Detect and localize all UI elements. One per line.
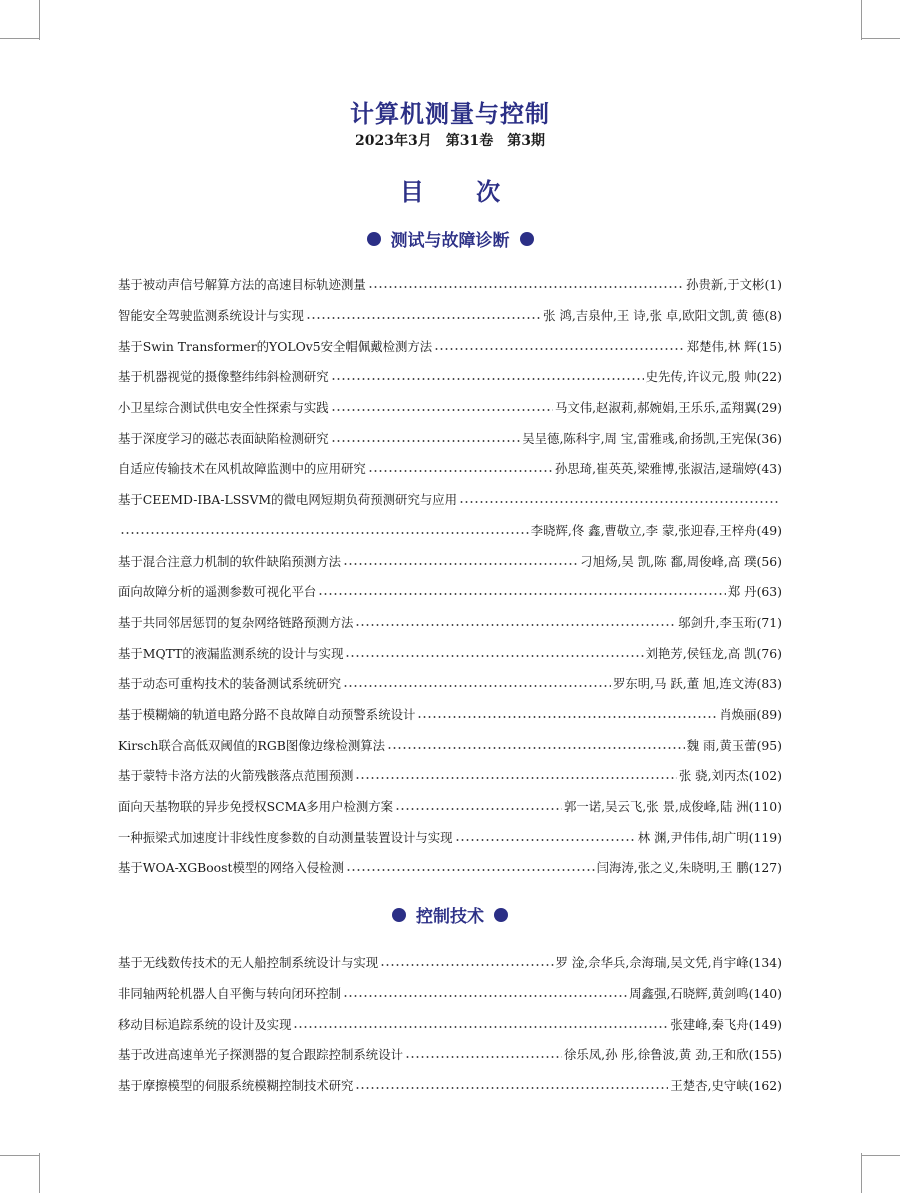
section-heading: 控制技术: [416, 907, 484, 927]
toc-entry[interactable]: [118, 852, 782, 883]
entry-authors-page: 张建峰,秦飞舟(149): [670, 1016, 782, 1032]
toc-entry[interactable]: [118, 392, 782, 423]
entry-authors-page: 郭一诺,吴云飞,张 景,成俊峰,陆 洲(110): [563, 799, 782, 815]
toc-entry[interactable]: [118, 484, 782, 515]
dot-leader: [355, 776, 676, 780]
dot-leader: [331, 408, 553, 412]
toc-entry[interactable]: [118, 668, 782, 699]
entry-title: 小卫星综合测试供电安全性探索与实践: [118, 400, 329, 416]
dot-leader: [346, 868, 595, 872]
crop-mark-top-left-h: [0, 38, 40, 39]
entry-authors-page: 闫海涛,张之义,朱晓明,王 鹏(127): [596, 860, 782, 876]
toc-entry[interactable]: [118, 607, 782, 638]
entry-authors-page: 张 鸿,吉泉仲,王 诗,张 卓,欧阳文凯,黄 德(8): [543, 308, 782, 324]
crop-mark-top-right-h: [861, 38, 900, 39]
dot-leader: [120, 531, 529, 535]
dot-leader: [368, 469, 553, 473]
dot-leader: [368, 285, 684, 289]
dot-leader: [331, 377, 644, 381]
entry-authors-page: 马文伟,赵淑莉,郝婉娟,王乐乐,孟翔翼(29): [554, 400, 782, 416]
entry-title: Kirsch联合高低双阈值的RGB图像边缘检测算法: [118, 737, 386, 753]
toc-entry[interactable]: [118, 637, 782, 668]
dot-leader: [405, 1055, 562, 1059]
toc-list-testing: [118, 269, 782, 883]
crop-mark-bottom-right-h: [861, 1155, 900, 1156]
entry-title: 智能安全驾驶监测系统设计与实现: [118, 308, 304, 324]
entry-authors-page: 孙思琦,崔英英,梁雅博,张淑洁,逯瑞婷(43): [554, 461, 782, 477]
entry-title: 基于被动声信号解算方法的高速目标轨迹测量: [118, 277, 366, 293]
entry-title: 自适应传输技术在风机故障监测中的应用研究: [118, 461, 366, 477]
entry-authors-page: 林 渊,尹伟伟,胡广明(119): [637, 829, 782, 845]
toc-entry[interactable]: [118, 791, 782, 822]
dot-leader: [343, 562, 578, 566]
entry-title: 基于动态可重构技术的装备测试系统研究: [118, 676, 342, 692]
toc-list-control: [118, 947, 782, 1100]
entry-title: 基于蒙特卡洛方法的火箭残骸落点范围预测: [118, 768, 354, 784]
entry-authors-page: 徐乐凤,孙 彤,徐鲁波,黄 劲,王和欣(155): [563, 1047, 782, 1063]
dot-leader: [434, 347, 685, 351]
entry-title: 基于模糊熵的轨道电路分路不良故障自动预警系统设计: [118, 706, 416, 722]
toc-entry[interactable]: [118, 515, 782, 546]
entry-title: 基于Swin Transformer的YOLOv5安全帽佩戴检测方法: [118, 338, 433, 354]
entry-authors-page: 张 骁,刘丙杰(102): [678, 768, 782, 784]
dot-leader: [345, 654, 643, 658]
toc-entry[interactable]: [118, 978, 782, 1009]
entry-title: 基于共同邻居惩罚的复杂网络链路预测方法: [118, 614, 354, 630]
dot-leader: [395, 807, 562, 811]
crop-mark-bottom-left-h: [0, 1155, 40, 1156]
entry-title: 基于MQTT的液漏监测系统的设计与实现: [118, 645, 344, 661]
entry-title: 基于摩擦模型的伺服系统模糊控制技术研究: [118, 1078, 354, 1094]
section-heading: 测试与故障诊断: [390, 231, 510, 251]
entry-authors-page: 郑 丹(63): [727, 584, 782, 600]
bullet-icon: [392, 908, 406, 922]
toc-entry[interactable]: [118, 729, 782, 760]
dot-leader: [293, 1025, 668, 1029]
toc-entry[interactable]: [118, 1008, 782, 1039]
crop-mark-top-left: [39, 0, 40, 40]
dot-leader: [380, 963, 553, 967]
section-header-control: [0, 902, 900, 927]
dot-leader: [343, 684, 611, 688]
crop-mark-bottom-right: [861, 1153, 862, 1193]
entry-authors-page: 王楚杏,史守峡(162): [670, 1078, 782, 1094]
toc-entry[interactable]: [118, 1039, 782, 1070]
entry-title: 基于无线数传技术的无人船控制系统设计与实现: [118, 955, 379, 971]
bullet-icon: [520, 232, 534, 246]
entry-authors-page: 史先传,许议元,殷 帅(22): [645, 369, 782, 385]
toc-entry[interactable]: [118, 422, 782, 453]
toc-entry[interactable]: [118, 361, 782, 392]
toc-entry[interactable]: [118, 453, 782, 484]
dot-leader: [355, 1086, 668, 1090]
entry-authors-page: 郑楚伟,林 辉(15): [686, 338, 782, 354]
entry-title: 移动目标追踪系统的设计及实现: [118, 1016, 292, 1032]
entry-authors-page: 罗东明,马 跃,董 旭,连文涛(83): [612, 676, 782, 692]
entry-authors-page: 周鑫强,石晓辉,黄剑鸣(140): [629, 986, 782, 1002]
dot-leader: [355, 623, 676, 627]
toc-entry[interactable]: [118, 699, 782, 730]
entry-title: 基于混合注意力机制的软件缺陷预测方法: [118, 553, 342, 569]
bullet-icon: [367, 232, 381, 246]
issue-line: 2023年3月 第31卷 第3期: [355, 133, 545, 149]
entry-authors-page: 魏 雨,黄玉蕾(95): [686, 737, 782, 753]
entry-title: 面向天基物联的异步免授权SCMA多用户检测方案: [118, 799, 394, 815]
toc-entry[interactable]: [118, 269, 782, 300]
entry-authors-page: 邬剑升,李玉珩(71): [678, 614, 782, 630]
toc-entry[interactable]: [118, 545, 782, 576]
crop-mark-bottom-left: [39, 1153, 40, 1193]
entry-title: 基于CEEMD-IBA-LSSVM的微电网短期负荷预测研究与应用: [118, 492, 458, 508]
dot-leader: [306, 316, 541, 320]
dot-leader: [455, 838, 636, 842]
entry-authors-page: 李晓辉,佟 鑫,曹敬立,李 蒙,张迎春,王梓舟(49): [530, 522, 782, 538]
toc-title: 目 次: [399, 178, 523, 206]
entry-title: 基于改进高速单光子探测器的复合跟踪控制系统设计: [118, 1047, 403, 1063]
dot-leader: [318, 592, 726, 596]
entry-authors-page: 刘艳芳,侯钰龙,高 凯(76): [645, 645, 782, 661]
dot-leader: [331, 439, 521, 443]
toc-entry[interactable]: [118, 300, 782, 331]
dot-leader: [417, 715, 717, 719]
dot-leader: [387, 746, 685, 750]
entry-title: 一种振梁式加速度计非线性度参数的自动测量装置设计与实现: [118, 829, 453, 845]
entry-authors-page: 刁旭炀,吴 凯,陈 鄱,周俊峰,高 璞(56): [580, 553, 782, 569]
toc-entry[interactable]: [118, 947, 782, 978]
entry-authors-page: 吴呈德,陈科宇,周 宝,雷雅彧,俞扬凯,王宪保(36): [522, 430, 782, 446]
dot-leader: [343, 994, 627, 998]
entry-authors-page: 肖焕丽(89): [719, 706, 782, 722]
toc-entry[interactable]: [118, 1070, 782, 1101]
section-header-testing: [0, 226, 900, 251]
entry-title: 基于WOA-XGBoost模型的网络入侵检测: [118, 860, 344, 876]
journal-title: 计算机测量与控制: [350, 100, 550, 128]
entry-title: 面向故障分析的遥测参数可视化平台: [118, 584, 317, 600]
toc-entry[interactable]: [118, 760, 782, 791]
entry-title: 基于深度学习的磁芯表面缺陷检测研究: [118, 430, 329, 446]
entry-authors-page: 孙贵新,于文彬(1): [686, 277, 782, 293]
toc-entry[interactable]: [118, 821, 782, 852]
bullet-icon: [494, 908, 508, 922]
crop-mark-top-right: [861, 0, 862, 40]
toc-entry[interactable]: [118, 330, 782, 361]
toc-entry[interactable]: [118, 576, 782, 607]
entry-title: 基于机器视觉的摄像整纬纬斜检测研究: [118, 369, 329, 385]
dot-leader: [459, 500, 780, 504]
entry-authors-page: 罗 淦,佘华兵,佘海瑞,吴文凭,肖宇峰(134): [555, 955, 782, 971]
entry-title: 非同轴两轮机器人自平衡与转向闭环控制: [118, 986, 342, 1002]
